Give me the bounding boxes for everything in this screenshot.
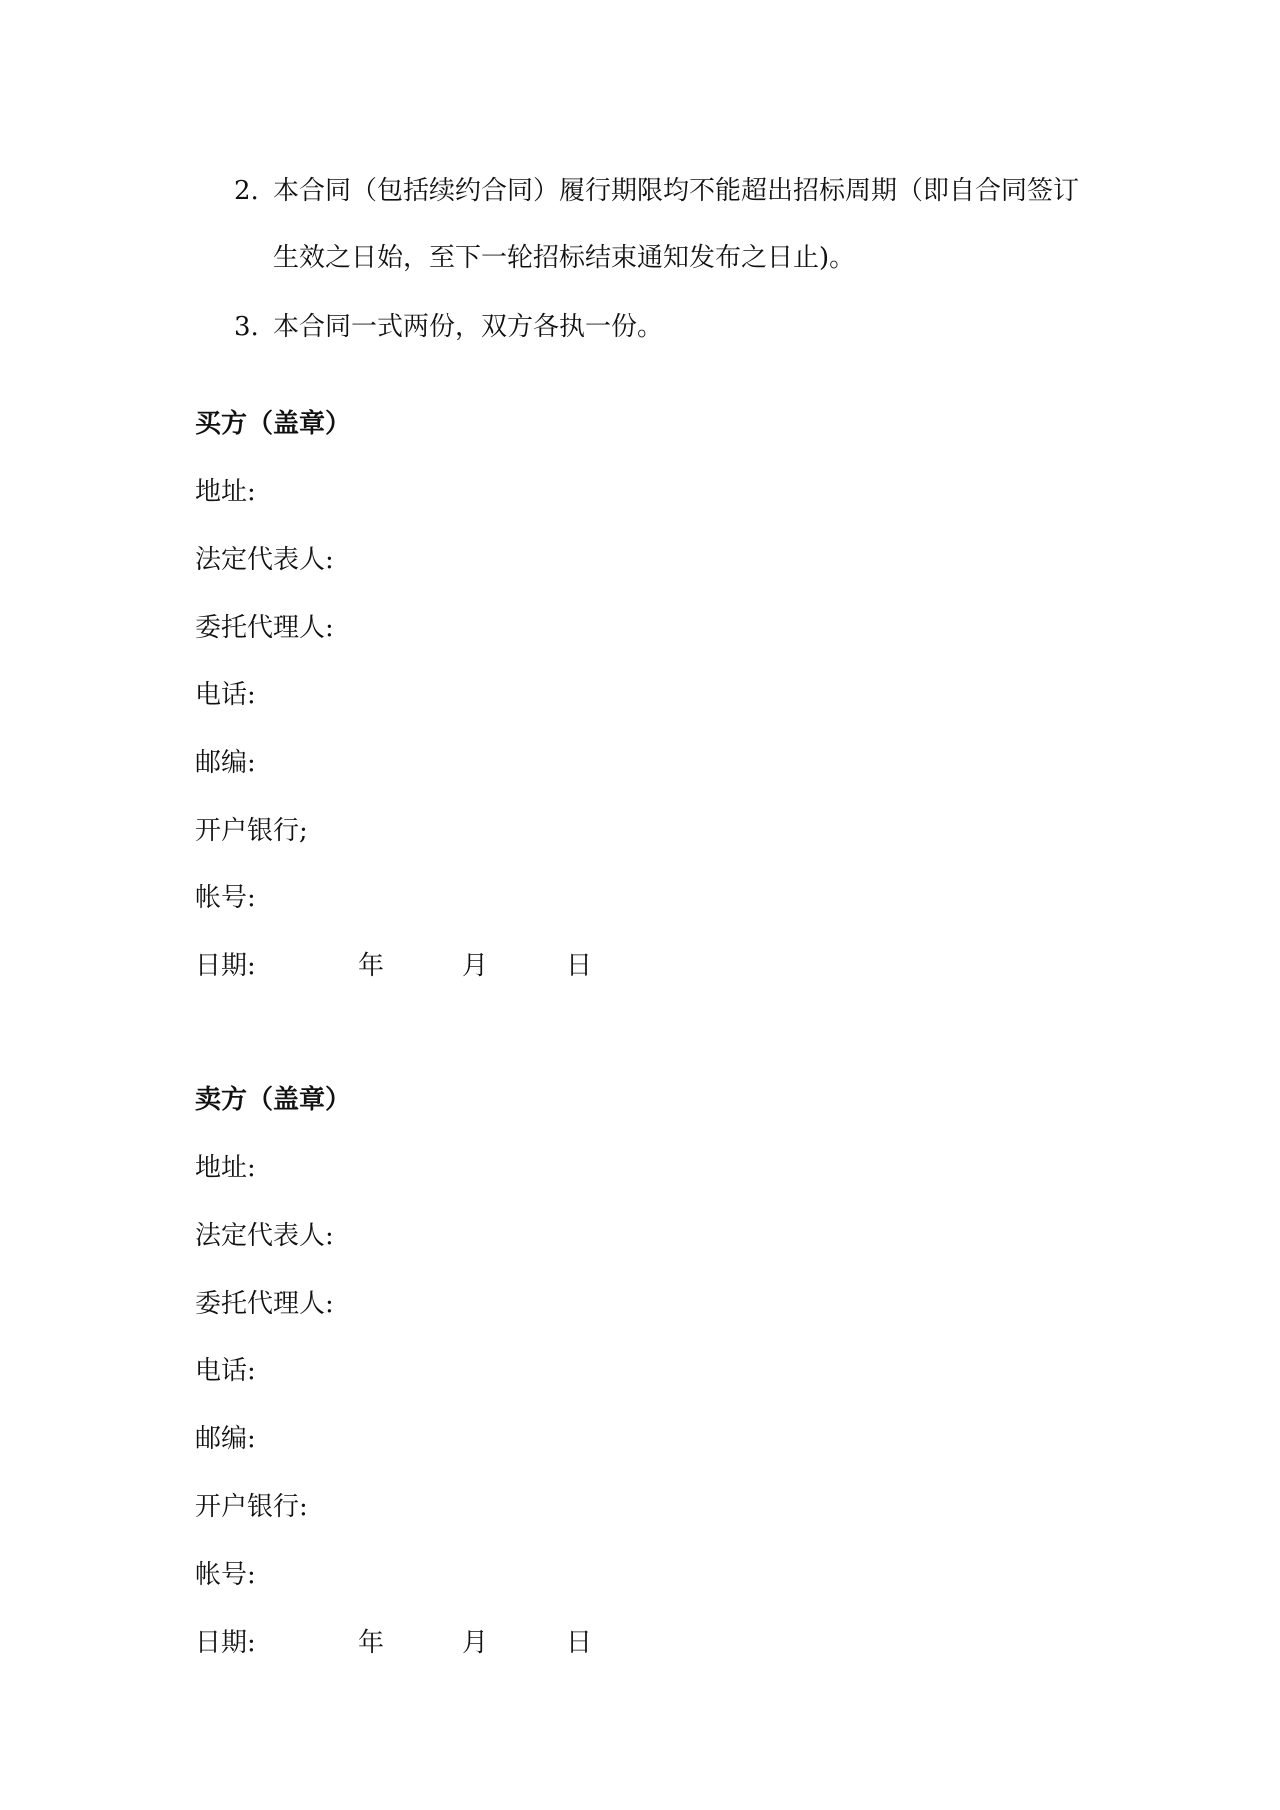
buyer-agent-label: 委托代理人: — [195, 613, 334, 643]
seller-address-label: 地址: — [195, 1153, 256, 1183]
seller-date-month: 月 — [462, 1628, 489, 1658]
clause-3-line-1: 本合同一式两份，双方各执一份。 — [273, 312, 664, 342]
seller-account-label: 帐号: — [195, 1560, 256, 1590]
seller-postcode-label: 邮编: — [195, 1424, 256, 1454]
clause-3-number: 3. — [234, 312, 259, 342]
buyer-date-month: 月 — [462, 951, 489, 981]
seller-date-label: 日期: — [195, 1628, 256, 1658]
buyer-bank-label: 开户银行; — [195, 816, 308, 846]
buyer-address-label: 地址: — [195, 477, 256, 507]
seller-legal-rep-label: 法定代表人: — [195, 1221, 334, 1251]
buyer-date-label: 日期: — [195, 951, 256, 981]
seller-date-year: 年 — [358, 1628, 385, 1658]
buyer-postcode-label: 邮编: — [195, 748, 256, 778]
seller-phone-label: 电话: — [195, 1356, 256, 1386]
buyer-heading: 买方（盖章） — [195, 409, 352, 439]
seller-heading: 卖方（盖章） — [195, 1085, 352, 1115]
buyer-phone-label: 电话: — [195, 680, 256, 710]
seller-date-day: 日 — [566, 1628, 593, 1658]
seller-bank-label: 开户银行: — [195, 1492, 308, 1522]
buyer-date-day: 日 — [566, 951, 593, 981]
buyer-account-label: 帐号: — [195, 883, 256, 913]
buyer-legal-rep-label: 法定代表人: — [195, 545, 334, 575]
clause-2-number: 2. — [234, 176, 259, 206]
seller-agent-label: 委托代理人: — [195, 1289, 334, 1319]
buyer-date-year: 年 — [358, 951, 385, 981]
clause-2-line-2: 生效之日始，至下一轮招标结束通知发布之日止)。 — [273, 243, 856, 273]
clause-2-line-1: 本合同（包括续约合同）履行期限均不能超出招标周期（即自合同签订 — [273, 176, 1080, 206]
